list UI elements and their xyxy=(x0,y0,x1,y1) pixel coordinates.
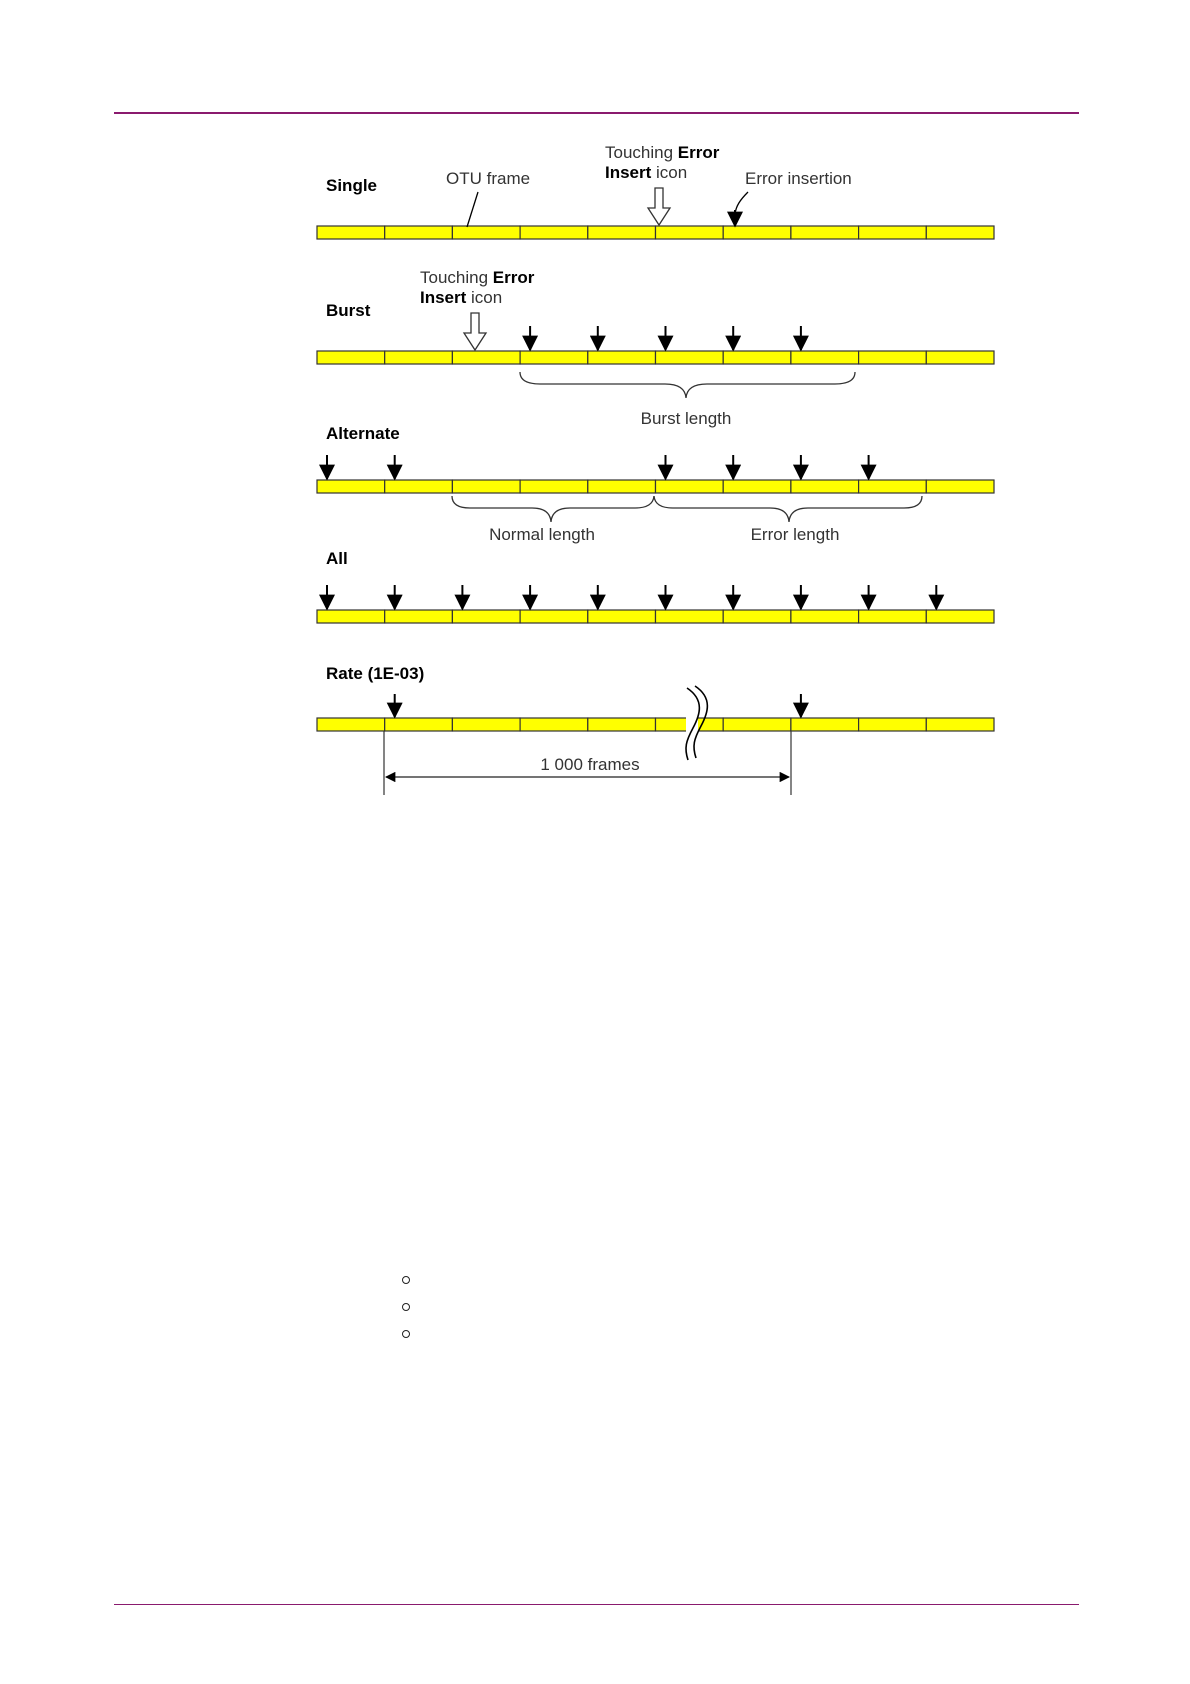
mode-label-rate: Rate (1E-03) xyxy=(326,664,425,683)
otu-frame-cell xyxy=(656,226,724,239)
otu-frame-cell xyxy=(926,226,994,239)
otu-frame-cell xyxy=(859,718,927,731)
otu-frame-cell xyxy=(791,718,859,731)
otu-frame-cell xyxy=(791,480,859,493)
otu-frame-label: OTU frame xyxy=(446,169,531,188)
normal-length-brace xyxy=(452,496,654,522)
otu-frame-cell xyxy=(791,351,859,364)
otu-frame-cell xyxy=(791,610,859,623)
otu-frame-cell xyxy=(385,718,453,731)
otu-frame-cell xyxy=(588,718,656,731)
error-insertion-leader xyxy=(735,192,748,214)
otu-frame-cell xyxy=(588,610,656,623)
otu-frame-cell xyxy=(452,610,520,623)
list-item xyxy=(402,1295,416,1322)
otu-frame-cell xyxy=(452,226,520,239)
otu-frame-cell xyxy=(452,351,520,364)
error-length-brace xyxy=(654,496,922,522)
otu-frame-cell xyxy=(926,718,994,731)
otu-frame-cell xyxy=(317,610,385,623)
frame-strip-single xyxy=(317,226,994,239)
touching-label-single-line2: Insert icon xyxy=(605,163,688,182)
otu-frame-cell xyxy=(656,480,724,493)
otu-frame-leader xyxy=(467,192,478,227)
error-length-label: Error length xyxy=(750,525,840,544)
otu-frame-cell xyxy=(588,351,656,364)
bullet-list xyxy=(402,1268,416,1349)
otu-frame-cell xyxy=(520,351,588,364)
otu-frame-cell xyxy=(520,718,588,731)
otu-frame-cell xyxy=(926,610,994,623)
touching-label-burst-line2: Insert icon xyxy=(420,288,503,307)
otu-frame-cell xyxy=(656,351,724,364)
otu-frame-cell xyxy=(859,351,927,364)
burst-length-label: Burst length xyxy=(640,409,732,428)
error-insertion-label: Error insertion xyxy=(745,169,852,188)
hollow-arrow-burst xyxy=(464,313,486,350)
frame-strip-all xyxy=(317,610,994,623)
normal-length-label: Normal length xyxy=(489,525,595,544)
touching-label-burst-line1: Touching Error xyxy=(420,268,535,287)
otu-frame-cell xyxy=(723,610,791,623)
otu-frame-cell xyxy=(385,351,453,364)
otu-frame-cell xyxy=(723,351,791,364)
otu-frame-cell xyxy=(520,610,588,623)
otu-frame-cell xyxy=(926,480,994,493)
burst-length-brace xyxy=(520,372,855,398)
mode-label-alternate: Alternate xyxy=(326,424,400,443)
otu-frame-cell xyxy=(723,480,791,493)
otu-frame-cell xyxy=(385,226,453,239)
otu-frame-cell xyxy=(452,480,520,493)
list-item xyxy=(402,1268,416,1295)
otu-frame-cell xyxy=(656,610,724,623)
otu-frame-cell xyxy=(588,226,656,239)
hollow-arrow-single xyxy=(648,188,670,225)
otu-frame-cell xyxy=(317,480,385,493)
otu-frame-cell xyxy=(588,480,656,493)
otu-frame-cell xyxy=(317,351,385,364)
otu-frame-cell xyxy=(520,226,588,239)
mode-label-burst: Burst xyxy=(326,301,371,320)
frame-strip-burst xyxy=(317,351,994,364)
otu-frame-cell xyxy=(317,226,385,239)
otu-frame-cell xyxy=(926,351,994,364)
otu-frame-cell xyxy=(723,718,791,731)
touching-label-single-line1: Touching Error xyxy=(605,143,720,162)
otu-frame-cell xyxy=(859,610,927,623)
list-item xyxy=(402,1322,416,1349)
frames-count-label: 1 000 frames xyxy=(540,755,640,774)
mode-label-all: All xyxy=(326,549,348,568)
otu-frame-cell xyxy=(723,226,791,239)
mode-label-single: Single xyxy=(326,176,378,195)
otu-frame-cell xyxy=(317,718,385,731)
frame-strip-alternate xyxy=(317,480,994,493)
otu-frame-cell xyxy=(385,480,453,493)
otu-frame-cell xyxy=(791,226,859,239)
otu-frame-cell xyxy=(859,480,927,493)
otu-frame-cell xyxy=(520,480,588,493)
otu-frame-cell xyxy=(859,226,927,239)
otu-frame-cell xyxy=(385,610,453,623)
frame-strip-rate xyxy=(317,716,994,733)
otu-frame-cell xyxy=(452,718,520,731)
